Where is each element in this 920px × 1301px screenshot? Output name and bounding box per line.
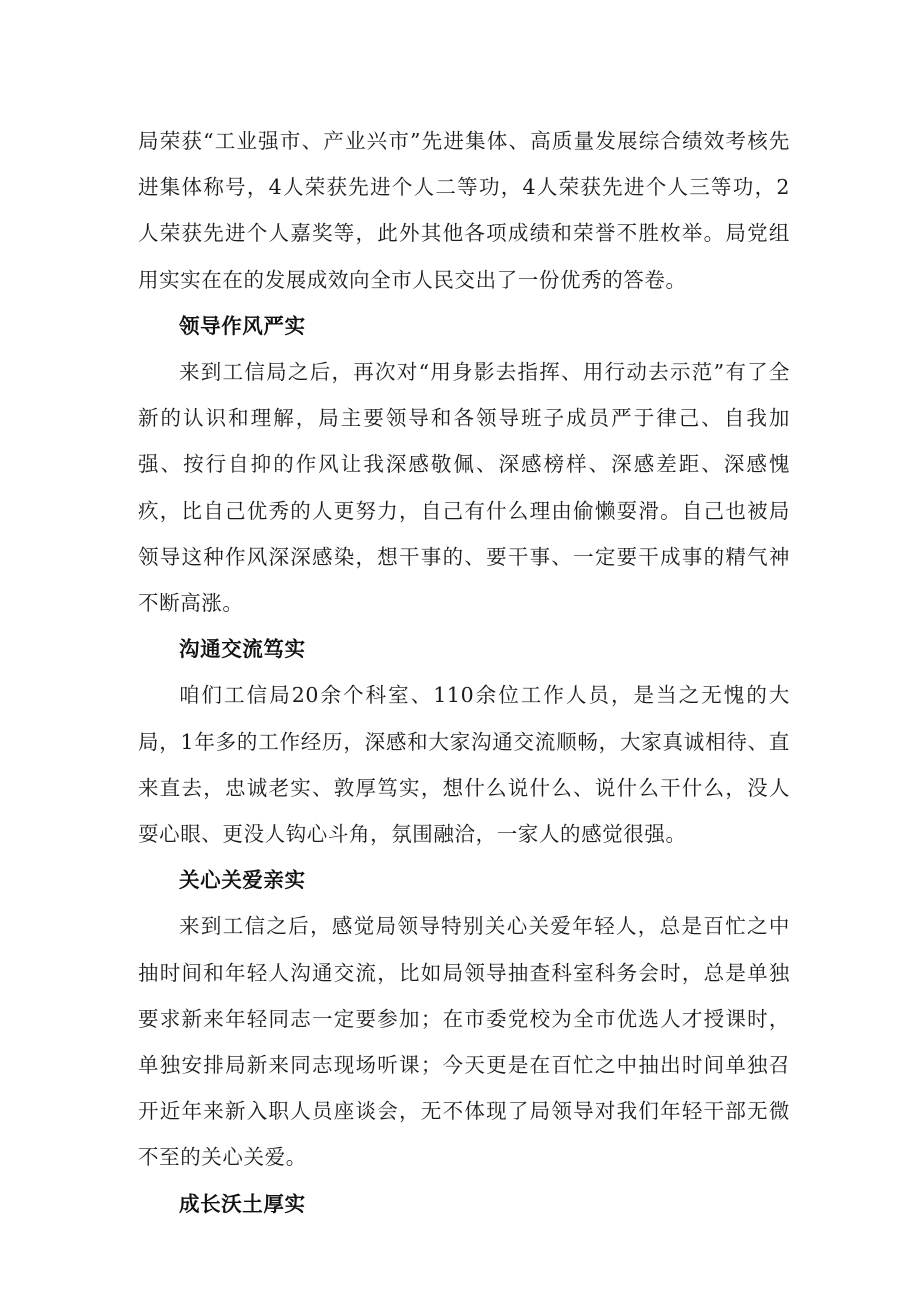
paragraph-communication: 咱们工信局20余个科室、110余位工作人员，是当之无愧的大局，1年多的工作经历，深感和大家沟通交流顺畅，大家真诚相待、直来直去，忠诚老实、敦厚笃实，想什么说什么、说什么干什么，没人耍心眼、更没人钩心斗角，氛围融洽，一家人的感觉很强。	[138, 683, 790, 847]
heading-care: 关心关爱亲实	[179, 868, 306, 893]
paragraph-achievements: 局荣获“工业强市、产业兴市”先进集体、高质量发展综合绩效考核先进集体称号，4人荣获先进个人二等功，4人荣获先进个人三等功，2人荣获先进个人嘉奖等，此外其他各项成绩和荣誉不胜枚举。局党组用实实在在的发展成效向全市人民交出了一份优秀的答卷。	[138, 129, 790, 292]
heading-growth: 成长沃土厚实	[179, 1191, 306, 1216]
paragraph-care: 来到工信之后，感觉局领导特别关心关爱年轻人，总是百忙之中抽时间和年轻人沟通交流，比如局领导抽查科室科务会时，总是单独要求新来年轻同志一定要参加；在市委党校为全市优选人才授课时，单独安排局新来同志现场听课；今天更是在百忙之中抽出时间单独召开近年来新入职人员座谈会，无不体现了局领导对我们年轻干部无微不至的关心关爱。	[138, 914, 790, 1170]
document-body	[138, 118, 790, 1227]
heading-communication: 沟通交流笃实	[179, 637, 306, 662]
paragraph-leadership-style: 来到工信局之后，再次对“用身影去指挥、用行动去示范”有了全新的认识和理解，局主要领导和各领导班子成员严于律己、自我加强、按行自抑的作风让我深感敬佩、深感榜样、深感差距、深感愧疚，比自己优秀的人更努力，自己有什么理由偷懒耍滑。自己也被局领导这种作风深深感染，想干事的、要干事、一定要干成事的精气神不断高涨。	[138, 360, 790, 616]
heading-leadership-style: 领导作风严实	[179, 313, 306, 338]
